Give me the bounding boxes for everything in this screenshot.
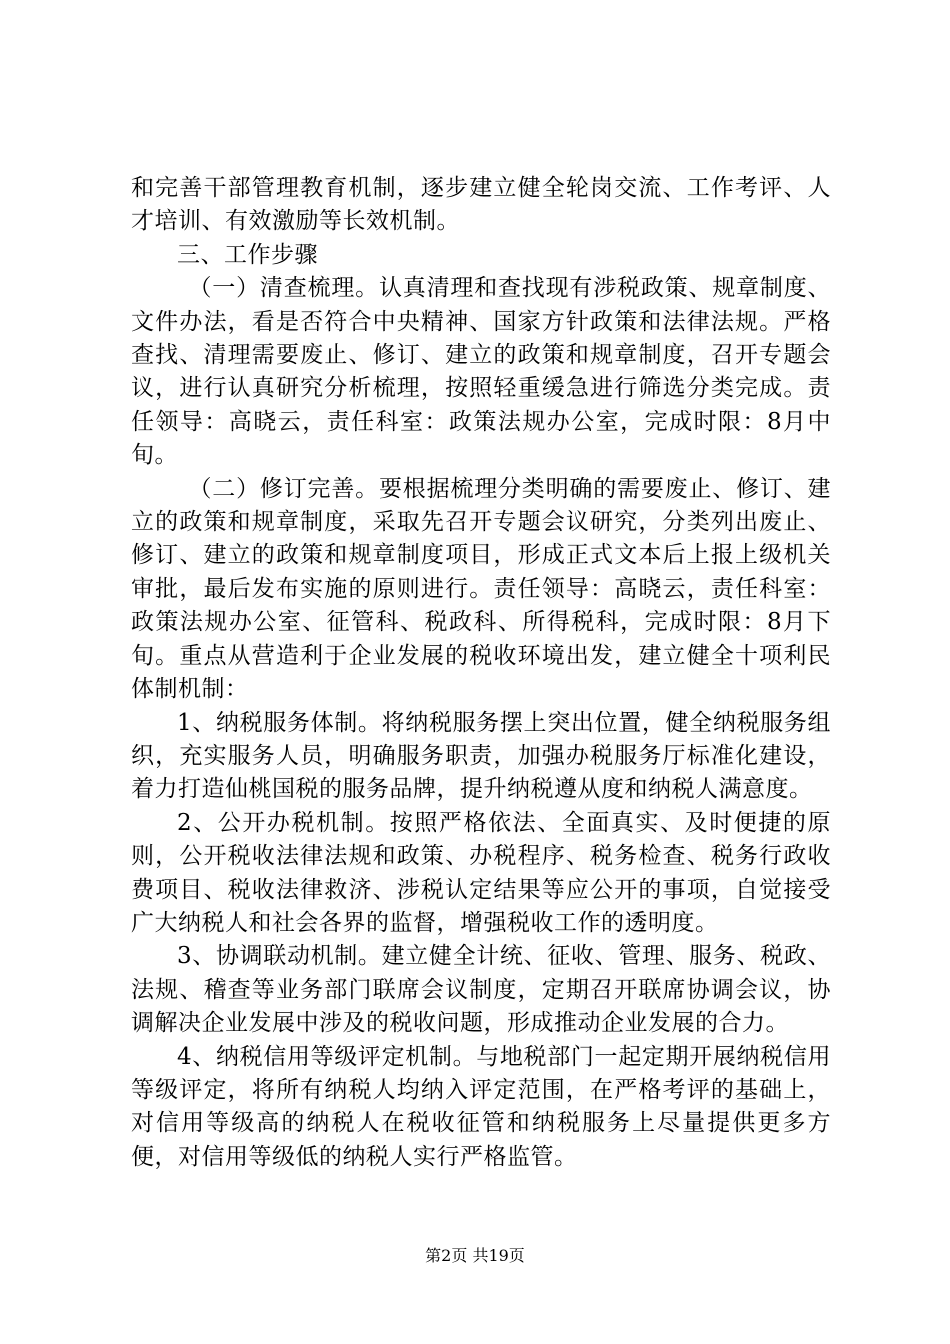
paragraph-item-3: 3、协调联动机制。建立健全计统、征收、管理、服务、税政、法规、稽查等业务部门联席会议制度，定期召开联席协调会议，协调解决企业发展中涉及的税收问题，形成推动企业发展的合力。 [131, 943, 831, 1037]
paragraph-item-4: 4、纳税信用等级评定机制。与地税部门一起定期开展纳税信用等级评定，将所有纳税人均纳入评定范围，在严格考评的基础上，对信用等级高的纳税人在税收征管和纳税服务上尽量提供更多方便，对信用等级低的纳税人实行严格监管。 [131, 1043, 831, 1170]
paragraph-step-1: （一）清查梳理。认真清理和查找现有涉税政策、规章制度、文件办法，看是否符合中央精神、国家方针政策和法律法规。严格查找、清理需要废止、修订、建立的政策和规章制度，召开专题会议，进行认真研究分析梳理，按照轻重缓急进行筛选分类完成。责任领导：高晓云，责任科室：政策法规办公室，完成时限：8月中旬。 [131, 275, 831, 469]
paragraph-item-2: 2、公开办税机制。按照严格依法、全面真实、及时便捷的原则，公开税收法律法规和政策、办税程序、税务检查、税务行政收费项目、税收法律救济、涉税认定结果等应公开的事项，自觉接受广大纳税人和社会各界的监督，增强税收工作的透明度。 [131, 809, 831, 936]
paragraph-continuation: 和完善干部管理教育机制，逐步建立健全轮岗交流、工作考评、人才培训、有效激励等长效机制。 [131, 175, 831, 235]
page-number-footer: 第2页 共19页 [425, 1246, 525, 1265]
document-body [131, 172, 831, 1174]
paragraph-item-1: 1、纳税服务体制。将纳税服务摆上突出位置，健全纳税服务组织，充实服务人员，明确服务职责，加强办税服务厅标准化建设，着力打造仙桃国税的服务品牌，提升纳税遵从度和纳税人满意度。 [131, 709, 831, 803]
paragraph-step-2: （二）修订完善。要根据梳理分类明确的需要废止、修订、建立的政策和规章制度，采取先召开专题会议研究，分类列出废止、修订、建立的政策和规章制度项目，形成正式文本后上报上级机关审批，最后发布实施的原则进行。责任领导：高晓云，责任科室：政策法规办公室、征管科、税政科、所得税科，完成时限：8月下旬。重点从营造利于企业发展的税收环境出发，建立健全十项利民体制机制： [131, 475, 831, 703]
section-heading-work-steps: 三、工作步骤 [177, 241, 318, 268]
